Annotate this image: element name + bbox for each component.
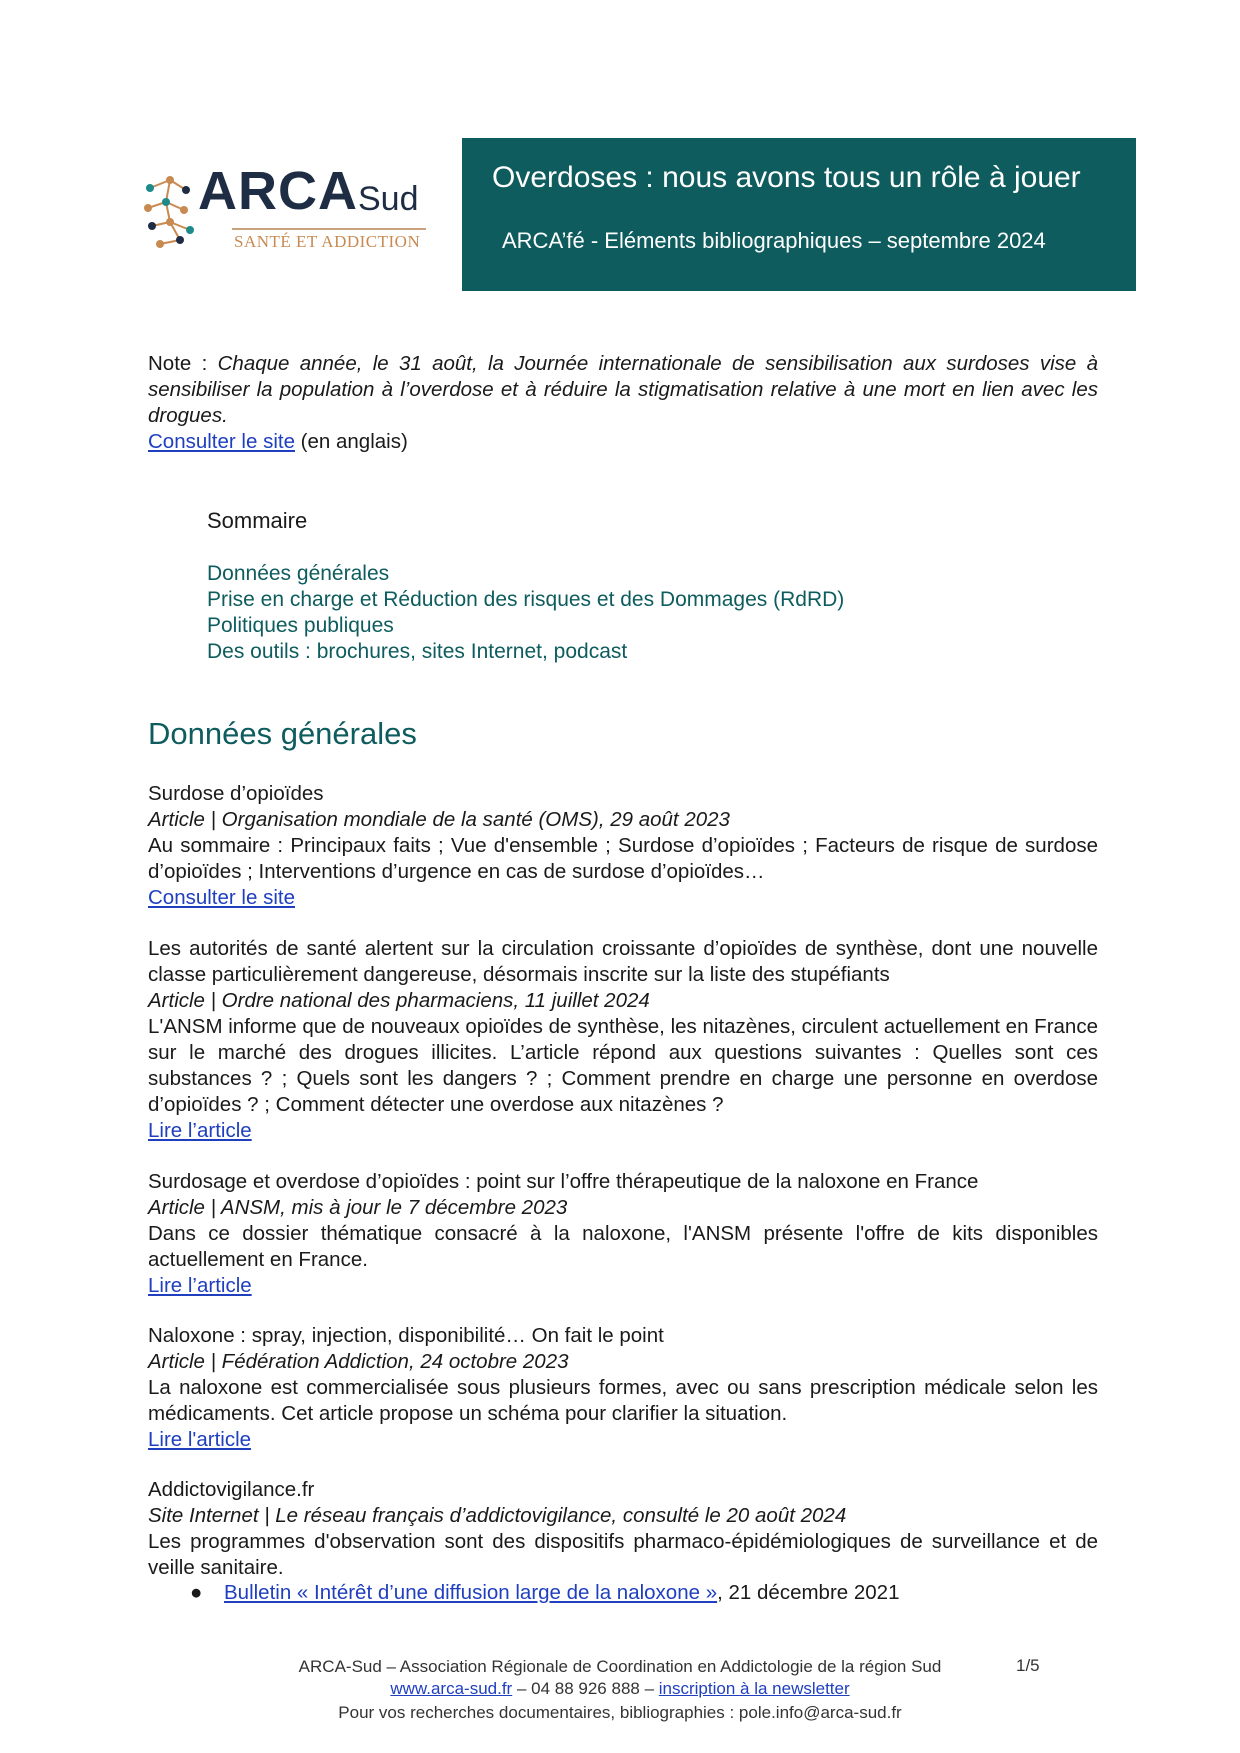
page-number: 1/5 — [1016, 1656, 1040, 1675]
entry-1 — [148, 781, 1098, 911]
entry-title: Surdose d’opioïdes — [148, 782, 324, 805]
note-link-line — [148, 429, 1098, 455]
document-title: Overdoses : nous avons tous un rôle à jouer — [492, 161, 1081, 194]
footer-line-2 — [0, 1678, 1240, 1700]
note-text: Chaque année, le 31 août, la Journée internationale de sensibilisation aux surdoses vise à sensibiliser la population à l’overdose et à réduire la stigmatisation relative à une mort en lien avec les drogues. — [148, 352, 1098, 427]
note-paragraph: Note : Chaque année, le 31 août, la Journée internationale de sensibilisation aux surdoses vise à sensibiliser la population à l’overdose et à réduire la stigmatisation relative à une mort en lien avec les drogues. — [148, 352, 1098, 427]
entry-description: Les programmes d'observation sont des dispositifs pharmaco-épidémiologiques de surveillance et de veille sanitaire. — [148, 1530, 1098, 1579]
website-link[interactable]: www.arca-sud.fr — [390, 1679, 513, 1698]
entry-title: Surdosage et overdose d’opioïdes : point sur l’offre thérapeutique de la naloxone en France — [148, 1170, 979, 1193]
entry-description: Dans ce dossier thématique consacré à la naloxone, l'ANSM présente l'offre de kits disponibles actuellement en France. — [148, 1222, 1098, 1271]
bulletin-link[interactable]: Bulletin « Intérêt d’une diffusion large de la naloxone » — [224, 1581, 718, 1604]
entry-description: La naloxone est commercialisée sous plusieurs formes, avec ou sans prescription médicale selon les médicaments. Cet article propose un schéma pour clarifier la situation. — [148, 1376, 1098, 1425]
note-label: Note — [148, 352, 192, 375]
entry-link[interactable]: Consulter le site — [148, 886, 295, 909]
newsletter-link[interactable]: inscription à la newsletter — [658, 1679, 850, 1698]
logo-subtitle: SANTÉ ET ADDICTION — [234, 232, 421, 251]
section-heading: Données générales — [148, 716, 417, 751]
toc-item[interactable]: Données générales — [207, 562, 390, 585]
entry-3 — [148, 1169, 1098, 1299]
table-of-contents — [207, 561, 844, 665]
logo-text-sud: Sud — [358, 180, 419, 218]
entry-link[interactable]: Lire l'article — [148, 1428, 252, 1451]
arca-sud-logo — [140, 161, 440, 268]
entry-link[interactable]: Lire l’article — [148, 1119, 252, 1142]
footer-line-3: Pour vos recherches documentaires, bibliographies : pole.info@arca-sud.fr — [338, 1703, 902, 1722]
entry-5 — [148, 1477, 1098, 1581]
note-link[interactable]: Consulter le site — [148, 430, 295, 453]
entry-source: Site Internet | Le réseau français d’addictovigilance, consulté le 20 août 2024 — [148, 1504, 847, 1527]
entry-4 — [148, 1323, 1098, 1453]
entry-source: Article | ANSM, mis à jour le 7 décembre 2023 — [148, 1196, 568, 1219]
bulletin-date: , 21 décembre 2021 — [717, 1581, 900, 1604]
sommaire-title: Sommaire — [207, 508, 308, 533]
document-subtitle: ARCA’fé - Eléments bibliographiques – septembre 2024 — [502, 228, 1046, 253]
footer-line-1: ARCA-Sud – Association Régionale de Coordination en Addictologie de la région Sud — [298, 1657, 942, 1676]
title-banner — [462, 138, 1136, 291]
footer-phone: – 04 88 926 888 – — [512, 1679, 659, 1698]
entry-link[interactable]: Lire l’article — [148, 1274, 252, 1297]
entry-description: Au sommaire : Principaux faits ; Vue d'ensemble ; Surdose d’opioïdes ; Facteurs de risque de surdose d’opioïdes ; Interventions d’urgence en cas de surdose d’opioïdes… — [148, 834, 1098, 883]
toc-item[interactable]: Des outils : brochures, sites Internet, podcast — [207, 640, 628, 663]
entry-source: Article | Ordre national des pharmaciens, 11 juillet 2024 — [148, 989, 650, 1012]
molecule-logo-icon — [140, 168, 202, 254]
entry-2 — [148, 936, 1098, 1144]
entry-description: L'ANSM informe que de nouveaux opioïdes de synthèse, les nitazènes, circulent actuellement en France sur le marché des drogues illicites. L’article répond aux questions suivantes : Quelles sont ces substances ? ; Quels sont les dangers ? ; Comment prendre en charge une personne en overdose d’opioïdes ? ; Comment détecter une overdose aux nitazènes ? — [148, 1015, 1098, 1116]
entry-title: Naloxone : spray, injection, disponibilité… On fait le point — [148, 1324, 664, 1347]
toc-item[interactable]: Prise en charge et Réduction des risques et des Dommages (RdRD) — [207, 588, 845, 611]
entry-title: Addictovigilance.fr — [148, 1478, 315, 1501]
entry-source: Article | Fédération Addiction, 24 octobre 2023 — [148, 1350, 569, 1373]
logo-text-arca: ARCA — [198, 161, 358, 221]
bullet-dot-icon: ● — [190, 1581, 203, 1604]
note-link-suffix: (en anglais) — [294, 430, 408, 453]
entry-source: Article | Organisation mondiale de la santé (OMS), 29 août 2023 — [148, 808, 730, 831]
logo-divider — [232, 228, 426, 230]
toc-item[interactable]: Politiques publiques — [207, 614, 394, 637]
entry-title: Les autorités de santé alertent sur la circulation croissante d’opioïdes de synthèse, dont une nouvelle classe particulièrement dangereuse, désormais inscrite sur la liste des stupéfiants — [148, 937, 1098, 986]
